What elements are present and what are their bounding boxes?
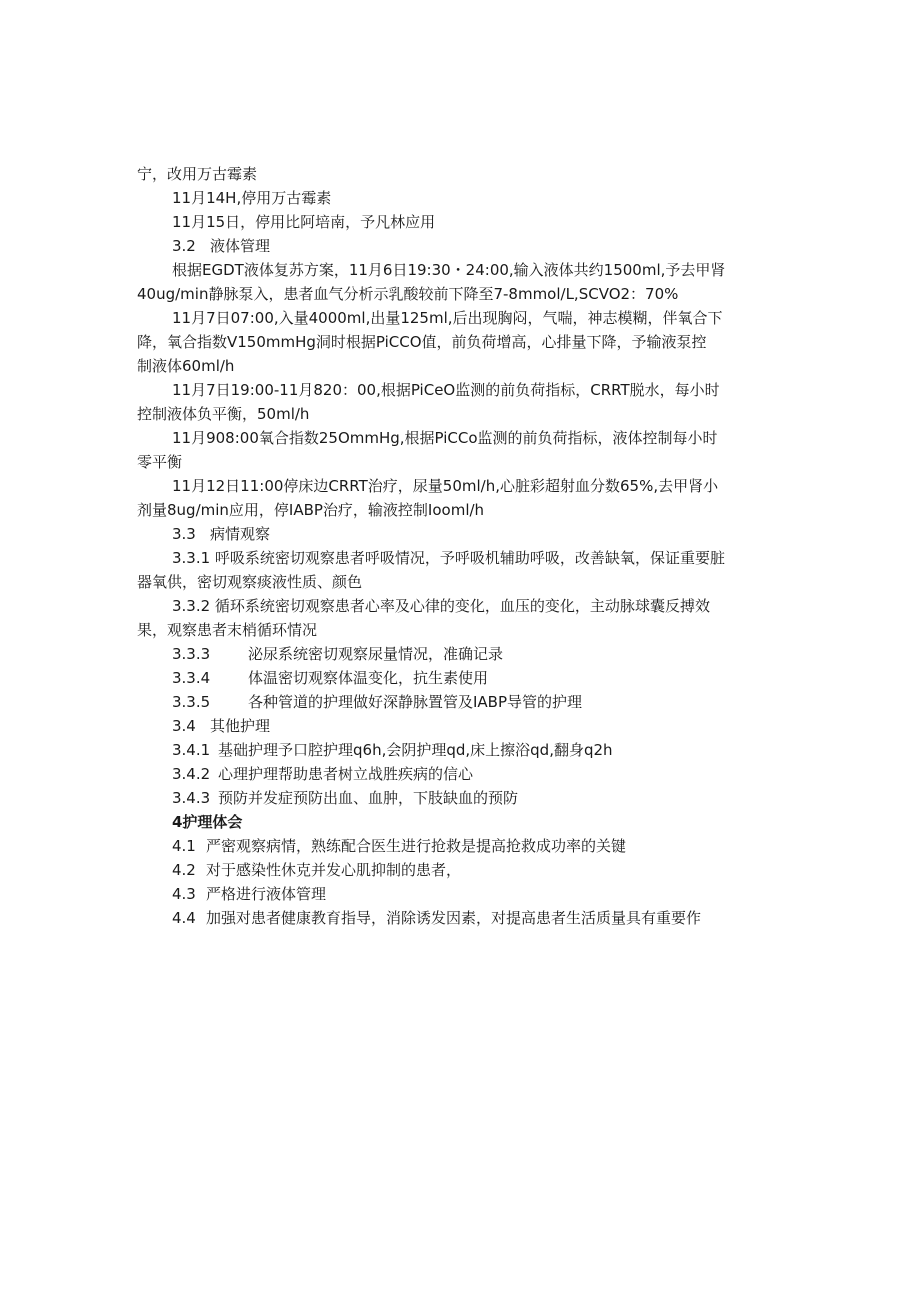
section-title: 液体管理 — [210, 237, 271, 255]
subsection-text: 严格进行液体管理 — [206, 885, 327, 903]
subsection-line — [172, 644, 503, 664]
subsection-number: 3.3.3 — [172, 645, 211, 663]
subsection-line — [172, 860, 461, 880]
text-line: 根据EGDT液体复苏方案，11月6日19:30・24:00,输入液体共约1500ml,予去甲肾 — [172, 261, 726, 279]
subsection-number: 3.4.3 — [172, 789, 211, 807]
subsection-line — [172, 692, 582, 712]
section-heading — [172, 716, 270, 736]
subsection-line — [172, 908, 701, 928]
subsection-number: 3.3.4 — [172, 669, 211, 687]
subsection-text: 各种管道的护理做好深静脉置管及IABP导管的护理 — [248, 693, 583, 711]
text-line: 11月14H,停用万古霉素 — [172, 189, 332, 207]
subsection-text: 心理护理帮助患者树立战胜疾病的信心 — [218, 765, 474, 783]
text-line: 3.3.2 循环系统密切观察患者心率及心律的变化，血压的变化，主动脉球囊反搏效 — [172, 597, 710, 615]
text-line: 控制液体负平衡，50ml∕h — [137, 405, 310, 423]
section-number: 3.2 — [172, 237, 196, 255]
text-line: 果，观察患者末梢循环情况 — [137, 621, 318, 639]
subsection-number: 4.1 — [172, 837, 196, 855]
subsection-line — [172, 788, 518, 808]
subsection-text: 泌尿系统密切观察尿量情况，准确记录 — [248, 645, 504, 663]
section-heading — [172, 524, 270, 544]
subsection-text: 严密观察病情，熟练配合医生进行抢救是提高抢救成功率的关键 — [206, 837, 627, 855]
section-heading — [172, 236, 270, 256]
subsection-text: 预防并发症预防出血、血肿，下肢缺血的预防 — [218, 789, 519, 807]
text-line: 11月15日，停用比阿培南，予凡林应用 — [172, 213, 436, 231]
section-title: 其他护理 — [210, 717, 271, 735]
text-line: 11月7日19:00-11月820：00,根据PiCeO监测的前负荷指标，CRRT脱水，每小时 — [172, 381, 720, 399]
text-line: 器氧供，密切观察痰液性质、颜色 — [137, 573, 363, 591]
subsection-number: 3.4.1 — [172, 741, 211, 759]
subsection-line — [172, 764, 473, 784]
text-line: 40ug∕min静脉泵入，患者血气分析示乳酸较前下降至7-8mmol∕L,SCVO2：70% — [137, 285, 679, 303]
text-line: 11月908:00氧合指数25OmmHg,根据PiCCo监测的前负荷指标，液体控制每小时 — [172, 429, 718, 447]
text-line: 11月12日11:00停床边CRRT治疗，尿量50ml∕h,心脏彩超射血分数65%,去甲肾小 — [172, 477, 719, 495]
text-line: 3.3.1 呼吸系统密切观察患者呼吸情况，予呼吸机辅助呼吸，改善缺氧，保证重要脏 — [172, 549, 725, 567]
subsection-number: 4.2 — [172, 861, 196, 879]
subsection-text: 加强对患者健康教育指导，消除诱发因素，对提高患者生活质量具有重要作 — [206, 909, 702, 927]
subsection-text: 基础护理予口腔护理q6h,会阴护理qd,床上擦浴qd,翻身q2h — [218, 741, 613, 759]
subsection-line — [172, 740, 613, 760]
subsection-number: 3.4.2 — [172, 765, 211, 783]
subsection-text: 体温密切观察体温变化，抗生素使用 — [248, 669, 489, 687]
text-line: 11月7日07:00,入量4000ml,出量125ml,后出现胸闷，气喘，神志模糊，伴氧合下 — [172, 309, 723, 327]
section-number: 3.3 — [172, 525, 196, 543]
chapter-heading: 4护理体会 — [172, 813, 243, 831]
section-number: 3.4 — [172, 717, 196, 735]
subsection-number: 4.3 — [172, 885, 196, 903]
subsection-number: 3.3.5 — [172, 693, 211, 711]
text-line: 剂量8ug∕min应用，停IABP治疗，输液控制Iooml/h — [137, 501, 485, 519]
text-line: 制液体60ml∕h — [137, 357, 235, 375]
text-line: 降，氧合指数V150mmHg洞时根据PiCCO值，前负荷增高，心排量下降，予输液泵控 — [137, 333, 707, 351]
text-line: 宁，改用万古霉素 — [137, 165, 258, 183]
subsection-line — [172, 836, 626, 856]
subsection-number: 4.4 — [172, 909, 196, 927]
section-title: 病情观察 — [210, 525, 271, 543]
subsection-text: 对于感染性休克并发心肌抑制的患者， — [206, 861, 462, 879]
subsection-line — [172, 884, 326, 904]
subsection-line — [172, 668, 488, 688]
text-line: 零平衡 — [137, 453, 183, 471]
